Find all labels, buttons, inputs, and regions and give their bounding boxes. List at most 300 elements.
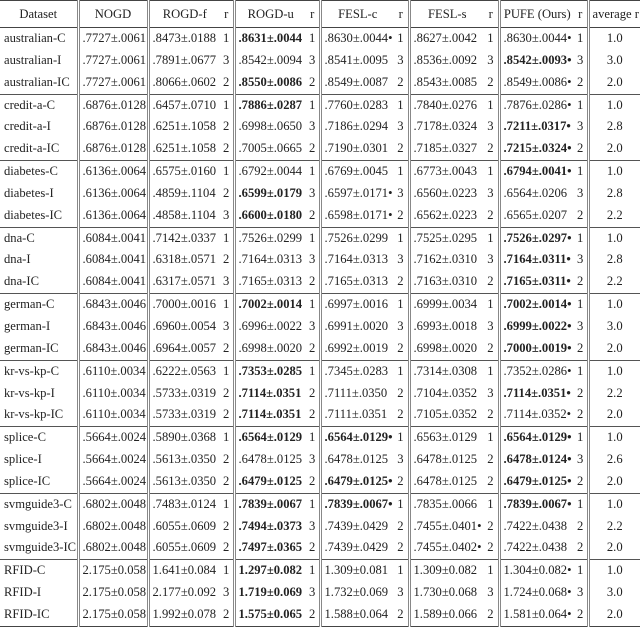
pufe-rank: 2 (574, 271, 588, 293)
rogd-f-value: .5890±.0368 (148, 427, 220, 449)
rogd-f-rank: 2 (223, 185, 230, 200)
pufe-rank: 2 (574, 138, 588, 160)
dataset-name: dna-C (4, 230, 35, 245)
rogd-f-value: .6222±.0563 (148, 360, 220, 382)
rogd-f-value: .6964±.0057 (148, 338, 220, 360)
dataset-name: RFID-C (4, 563, 46, 578)
fesl-c-rank: 1 (397, 230, 404, 245)
dataset-name: svmguide3-IC (0, 537, 78, 559)
rogd-f-value: .6055±.0609 (148, 516, 220, 538)
fesl-s-rank: 1 (487, 430, 494, 445)
fesl-c-value: .7839±.0067• (320, 493, 394, 515)
rogd-u-value: .6599±.0179 (234, 183, 306, 205)
dataset-name: kr-vs-kp-I (4, 385, 55, 400)
fesl-s-value: .7162±.0310 (409, 249, 484, 271)
fesl-c-value: .6564±.0129• (320, 427, 394, 449)
pufe-rank: 1 (577, 563, 584, 578)
fesl-c-value: .7111±.0351 (320, 404, 394, 426)
table-row (0, 427, 640, 449)
rogd-u-rank: 2 (306, 271, 320, 293)
fesl-s-value: .6998±.0020 (409, 338, 484, 360)
header-pufe: PUFE (Ours) (499, 1, 574, 28)
table-row (0, 28, 640, 50)
fesl-s-rank: 2 (484, 271, 499, 293)
pufe-value: .7114±.0352• (499, 404, 574, 426)
fesl-c-rank: 3 (397, 252, 404, 267)
average-rank: 2.2 (588, 205, 640, 227)
average-rank: 2.0 (588, 338, 640, 360)
fesl-s-value: .7163±.0310 (409, 271, 484, 293)
rogd-f-value: .7891±.0677 (148, 50, 220, 72)
table-row (0, 72, 640, 94)
rogd-u-value: .6998±.0020 (234, 338, 306, 360)
table-row (0, 338, 640, 360)
average-rank: 1.0 (588, 161, 640, 183)
nogd-value: .6110±.0034 (78, 383, 148, 405)
rogd-u-value: .7164±.0313 (234, 249, 306, 271)
rogd-f-value: .4858±.1104 (148, 205, 220, 227)
fesl-c-value: .6991±.0020 (320, 316, 394, 338)
rogd-f-rank: 3 (223, 585, 230, 600)
fesl-s-rank: 2 (484, 471, 499, 493)
rogd-u-rank: 3 (309, 518, 316, 533)
nogd-value: .6843±.0046 (78, 316, 148, 338)
average-rank: 2.8 (588, 249, 640, 271)
pufe-rank: 1 (577, 164, 584, 179)
average-rank: 2.0 (588, 404, 640, 426)
pufe-rank: 2 (577, 385, 584, 400)
nogd-value: .7727±.0061 (78, 72, 148, 94)
pufe-rank: 2 (574, 205, 588, 227)
pufe-value: .6479±.0125• (499, 471, 574, 493)
nogd-value: 2.175±0.058 (78, 604, 148, 626)
pufe-value: .6565±.0207 (499, 205, 574, 227)
fesl-c-rank: 1 (397, 430, 404, 445)
rogd-f-rank: 2 (220, 471, 234, 493)
rogd-u-value: .7114±.0351 (234, 404, 306, 426)
dataset-name: german-I (4, 318, 51, 333)
pufe-value: .7164±.0311• (499, 249, 574, 271)
dataset-name: australian-I (4, 52, 62, 67)
average-rank: 3.0 (588, 582, 640, 604)
fesl-c-rank: 1 (397, 31, 404, 45)
pufe-rank: 3 (577, 119, 584, 134)
fesl-c-rank: 1 (397, 563, 404, 578)
nogd-value: .6110±.0034 (78, 404, 148, 426)
fesl-s-rank: 3 (487, 52, 494, 67)
rogd-u-rank: 3 (309, 452, 316, 467)
rogd-u-value: .7005±.0665 (234, 138, 306, 160)
fesl-c-rank: 2 (397, 385, 404, 400)
table-row (0, 227, 640, 249)
fesl-s-rank: 3 (487, 252, 494, 267)
fesl-s-rank: 2 (484, 205, 499, 227)
rogd-u-value: .7002±.0014 (234, 294, 306, 316)
fesl-s-rank: 2 (487, 452, 494, 467)
rogd-f-value: .5733±.0319 (148, 404, 220, 426)
fesl-s-value: .8536±.0092 (409, 50, 484, 72)
pufe-rank: 3 (577, 252, 584, 267)
rogd-f-rank: 1 (223, 164, 230, 179)
fesl-s-rank: 3 (487, 585, 494, 600)
fesl-c-value: .7345±.0283 (320, 360, 394, 382)
table-row (0, 116, 640, 138)
rogd-f-value: .6251±.1058 (148, 116, 220, 138)
rogd-u-rank: 2 (306, 338, 320, 360)
rogd-u-value: .8542±.0094 (234, 50, 306, 72)
table-row (0, 316, 640, 338)
fesl-c-value: .7760±.0283 (320, 94, 394, 116)
rogd-f-rank: 2 (223, 452, 230, 467)
pufe-value: .7876±.0286• (499, 94, 574, 116)
rogd-f-rank: 3 (220, 271, 234, 293)
table-row (0, 271, 640, 293)
rogd-u-rank: 3 (309, 252, 316, 267)
rogd-u-value: .7353±.0285 (234, 360, 306, 382)
rogd-u-value: 1.719±0.069 (234, 582, 306, 604)
fesl-c-value: .7439±.0429 (320, 537, 394, 559)
rogd-f-value: .6575±.0160 (148, 161, 220, 183)
fesl-c-value: 1.732±0.069 (320, 582, 394, 604)
pufe-rank: 2 (574, 338, 588, 360)
pufe-rank: 2 (574, 404, 588, 426)
fesl-s-rank: 3 (487, 385, 494, 400)
rogd-u-rank: 2 (306, 471, 320, 493)
average-rank: 1.0 (588, 94, 640, 116)
fesl-s-rank: 1 (487, 563, 494, 578)
rogd-u-value: .6479±.0125 (234, 471, 306, 493)
fesl-c-rank: 2 (394, 338, 409, 360)
pufe-value: .7002±.0014• (499, 294, 574, 316)
rogd-u-rank: 3 (309, 52, 316, 67)
fesl-s-value: .7835±.0066 (409, 493, 484, 515)
fesl-s-value: .7455±.0401• (409, 516, 484, 538)
table-row (0, 404, 640, 426)
pufe-value: .7000±.0019• (499, 338, 574, 360)
pufe-value: 1.581±0.064• (499, 604, 574, 626)
pufe-value: .7114±.0351• (499, 383, 574, 405)
average-rank: 1.0 (588, 28, 640, 50)
pufe-rank: 1 (577, 97, 584, 112)
header-rogd-u: ROGD-u (234, 1, 306, 28)
fesl-s-value: .7104±.0352 (409, 383, 484, 405)
table-row (0, 560, 640, 582)
pufe-value: .7352±.0286• (499, 360, 574, 382)
pufe-rank: 2 (574, 604, 588, 626)
dataset-name: dna-I (4, 252, 31, 267)
fesl-c-rank: 3 (397, 318, 404, 333)
pufe-value: .7422±.0438 (499, 537, 574, 559)
fesl-c-value: .6769±.0045 (320, 161, 394, 183)
header-rank: r (306, 1, 320, 28)
rogd-u-value: .6600±.0180 (234, 205, 306, 227)
pufe-value: .8542±.0093• (499, 50, 574, 72)
dataset-name: splice-I (4, 452, 42, 467)
fesl-s-rank: 2 (487, 518, 494, 533)
rogd-u-rank: 3 (309, 585, 316, 600)
fesl-c-rank: 2 (394, 471, 409, 493)
nogd-value: .6136±.0064 (78, 161, 148, 183)
fesl-c-rank: 2 (394, 404, 409, 426)
rogd-f-value: .6960±.0054 (148, 316, 220, 338)
fesl-s-rank: 2 (484, 404, 499, 426)
rogd-f-value: 1.992±0.078 (148, 604, 220, 626)
pufe-value: .6999±.0022• (499, 316, 574, 338)
rogd-f-rank: 1 (223, 430, 230, 445)
fesl-c-value: .7439±.0429 (320, 516, 394, 538)
fesl-c-value: .8541±.0095 (320, 50, 394, 72)
pufe-rank: 2 (574, 471, 588, 493)
table-row (0, 138, 640, 160)
fesl-c-rank: 3 (397, 52, 404, 67)
fesl-c-value: .7111±.0350 (320, 383, 394, 405)
pufe-value: .6478±.0124• (499, 449, 574, 471)
rogd-f-rank: 2 (220, 537, 234, 559)
average-rank: 1.0 (588, 360, 640, 382)
fesl-s-rank: 1 (487, 97, 494, 112)
average-rank: 1.0 (588, 294, 640, 316)
pufe-value: .7526±.0297• (499, 227, 574, 249)
table-row (0, 94, 640, 116)
rogd-u-value: .6564±.0129 (234, 427, 306, 449)
rogd-u-value: .7839±.0067 (234, 493, 306, 515)
average-rank: 1.0 (588, 493, 640, 515)
header-rank: r (394, 1, 409, 28)
fesl-c-rank: 2 (397, 518, 404, 533)
nogd-value: .6843±.0046 (78, 338, 148, 360)
fesl-c-value: .7165±.0313 (320, 271, 394, 293)
rogd-f-rank: 2 (220, 404, 234, 426)
dataset-name: dna-IC (0, 271, 78, 293)
dataset-name: kr-vs-kp-IC (0, 404, 78, 426)
rogd-f-value: .5733±.0319 (148, 383, 220, 405)
dataset-name: credit-a-IC (0, 138, 78, 160)
rogd-f-rank: 2 (223, 119, 230, 134)
fesl-c-value: .6992±.0019 (320, 338, 394, 360)
table-row (0, 183, 640, 205)
average-rank: 1.0 (588, 427, 640, 449)
rogd-u-rank: 1 (309, 31, 316, 45)
nogd-value: .6876±.0128 (78, 94, 148, 116)
rogd-u-rank: 2 (306, 205, 320, 227)
rogd-f-rank: 1 (223, 31, 230, 45)
header-dataset: Dataset (0, 1, 78, 28)
fesl-s-value: 1.309±0.082 (409, 560, 484, 582)
header-rank: r (484, 1, 499, 28)
table-row (0, 294, 640, 316)
fesl-c-rank: 1 (397, 164, 404, 179)
dataset-name: diabetes-C (4, 164, 58, 179)
pufe-rank: 1 (577, 363, 584, 378)
dataset-name: australian-C (4, 31, 66, 45)
fesl-c-rank: 1 (397, 297, 404, 312)
pufe-value: .6794±.0041• (499, 161, 574, 183)
fesl-s-value: .6478±.0125 (409, 449, 484, 471)
header-fesl-s: FESL-s (409, 1, 484, 28)
fesl-s-value: .7840±.0276 (409, 94, 484, 116)
rogd-u-rank: 2 (306, 72, 320, 94)
rogd-f-rank: 2 (220, 604, 234, 626)
rogd-u-value: .8631±.0044 (234, 28, 306, 50)
rogd-u-value: .7886±.0287 (234, 94, 306, 116)
header-average-r: average r (588, 1, 640, 28)
fesl-s-value: .6478±.0125 (409, 471, 484, 493)
nogd-value: .6084±.0041 (78, 227, 148, 249)
rogd-f-rank: 2 (220, 138, 234, 160)
dataset-name: RFID-I (4, 585, 42, 600)
rogd-f-rank: 3 (223, 318, 230, 333)
rogd-u-rank: 1 (309, 563, 316, 578)
fesl-s-rank: 1 (487, 164, 494, 179)
nogd-value: .7727±.0061 (78, 50, 148, 72)
fesl-c-rank: 3 (397, 452, 404, 467)
table-row (0, 516, 640, 538)
nogd-value: .5664±.0024 (78, 471, 148, 493)
dataset-name: svmguide3-I (4, 518, 68, 533)
table-row (0, 360, 640, 382)
table-row (0, 471, 640, 493)
rogd-u-value: .6998±.0650 (234, 116, 306, 138)
nogd-value: .7727±.0061 (78, 28, 148, 50)
pufe-value: .7839±.0067• (499, 493, 574, 515)
pufe-rank: 1 (577, 496, 584, 511)
pufe-value: 1.304±0.082• (499, 560, 574, 582)
rogd-f-value: .6055±.0609 (148, 537, 220, 559)
rogd-f-value: .5613±.0350 (148, 449, 220, 471)
fesl-c-rank: 2 (394, 205, 409, 227)
rogd-u-rank: 1 (309, 363, 316, 378)
fesl-s-rank: 1 (487, 230, 494, 245)
fesl-s-value: .8543±.0085 (409, 72, 484, 94)
pufe-rank: 1 (577, 430, 584, 445)
fesl-c-value: .6598±.0171• (320, 205, 394, 227)
table-row (0, 161, 640, 183)
pufe-rank: 2 (574, 72, 588, 94)
nogd-value: .6136±.0064 (78, 205, 148, 227)
header-rogd-f: ROGD-f (148, 1, 220, 28)
pufe-rank: 3 (577, 585, 584, 600)
rogd-u-rank: 3 (309, 185, 316, 200)
dataset-name: australian-IC (0, 72, 78, 94)
rogd-u-rank: 1 (309, 164, 316, 179)
table-row (0, 582, 640, 604)
rogd-f-value: .8473±.0188 (148, 28, 220, 50)
dataset-name: splice-C (4, 430, 46, 445)
pufe-rank: 1 (577, 297, 584, 312)
fesl-s-rank: 2 (484, 537, 499, 559)
pufe-value: .8549±.0086• (499, 72, 574, 94)
nogd-value: .6802±.0048 (78, 493, 148, 515)
pufe-rank: 2 (574, 537, 588, 559)
average-rank: 1.0 (588, 227, 640, 249)
fesl-c-rank: 3 (397, 119, 404, 134)
fesl-s-value: .7455±.0402• (409, 537, 484, 559)
fesl-s-value: .6560±.0223 (409, 183, 484, 205)
header-nogd: NOGD (78, 1, 148, 28)
pufe-value: .6564±.0206 (499, 183, 574, 205)
rogd-f-rank: 1 (223, 230, 230, 245)
rogd-u-value: 1.575±0.065 (234, 604, 306, 626)
pufe-rank: 3 (577, 318, 584, 333)
rogd-f-value: .7000±.0016 (148, 294, 220, 316)
nogd-value: .6110±.0034 (78, 360, 148, 382)
rogd-f-value: .6251±.1058 (148, 138, 220, 160)
average-rank: 2.0 (588, 72, 640, 94)
rogd-f-rank: 3 (223, 52, 230, 67)
average-rank: 3.0 (588, 50, 640, 72)
rogd-u-rank: 1 (309, 230, 316, 245)
rogd-u-value: .6478±.0125 (234, 449, 306, 471)
average-rank: 2.2 (588, 271, 640, 293)
fesl-c-value: .7186±.0294 (320, 116, 394, 138)
rogd-f-value: .4859±.1104 (148, 183, 220, 205)
rogd-u-rank: 2 (306, 138, 320, 160)
dataset-name: diabetes-I (4, 185, 54, 200)
header-rank: r (220, 1, 234, 28)
nogd-value: .6802±.0048 (78, 516, 148, 538)
pufe-rank: 3 (577, 185, 584, 200)
nogd-value: .6876±.0128 (78, 116, 148, 138)
dataset-name: credit-a-C (4, 97, 56, 112)
rogd-u-rank: 2 (306, 537, 320, 559)
fesl-s-rank: 1 (487, 31, 494, 45)
table-row (0, 537, 640, 559)
dataset-name: credit-a-I (4, 119, 51, 134)
rogd-f-rank: 2 (223, 518, 230, 533)
rogd-u-rank: 1 (309, 430, 316, 445)
fesl-c-rank: 2 (394, 604, 409, 626)
fesl-s-value: 1.589±0.066 (409, 604, 484, 626)
fesl-s-value: .6563±.0129 (409, 427, 484, 449)
nogd-value: .6843±.0046 (78, 294, 148, 316)
fesl-s-rank: 3 (487, 119, 494, 134)
pufe-value: .8630±.0044• (499, 28, 574, 50)
fesl-c-value: .6478±.0125 (320, 449, 394, 471)
rogd-u-value: .7165±.0313 (234, 271, 306, 293)
nogd-value: 2.175±0.058 (78, 560, 148, 582)
fesl-s-rank: 3 (487, 185, 494, 200)
rogd-f-value: .6317±.0571 (148, 271, 220, 293)
table-row (0, 493, 640, 515)
pufe-rank: 1 (577, 31, 584, 45)
rogd-f-value: .5613±.0350 (148, 471, 220, 493)
fesl-c-value: .7190±.0301 (320, 138, 394, 160)
table-row (0, 383, 640, 405)
pufe-rank: 2 (577, 518, 584, 533)
fesl-s-value: .6773±.0043 (409, 161, 484, 183)
fesl-s-rank: 2 (484, 138, 499, 160)
table-row (0, 50, 640, 72)
fesl-s-value: .6999±.0034 (409, 294, 484, 316)
fesl-c-value: 1.309±0.081 (320, 560, 394, 582)
rogd-u-rank: 1 (309, 496, 316, 511)
average-rank: 2.0 (588, 138, 640, 160)
fesl-c-rank: 1 (397, 97, 404, 112)
dataset-name: splice-IC (0, 471, 78, 493)
rogd-u-rank: 2 (306, 404, 320, 426)
fesl-s-value: 1.730±0.068 (409, 582, 484, 604)
fesl-c-value: 1.588±0.064 (320, 604, 394, 626)
dataset-name: svmguide3-C (4, 496, 72, 511)
dataset-name: RFID-IC (0, 604, 78, 626)
rogd-f-value: .7142±.0337 (148, 227, 220, 249)
rogd-u-value: .6996±.0022 (234, 316, 306, 338)
rogd-f-rank: 1 (223, 363, 230, 378)
rogd-f-rank: 1 (223, 496, 230, 511)
rogd-u-value: .7497±.0365 (234, 537, 306, 559)
fesl-c-value: .7164±.0313 (320, 249, 394, 271)
fesl-c-rank: 2 (394, 271, 409, 293)
